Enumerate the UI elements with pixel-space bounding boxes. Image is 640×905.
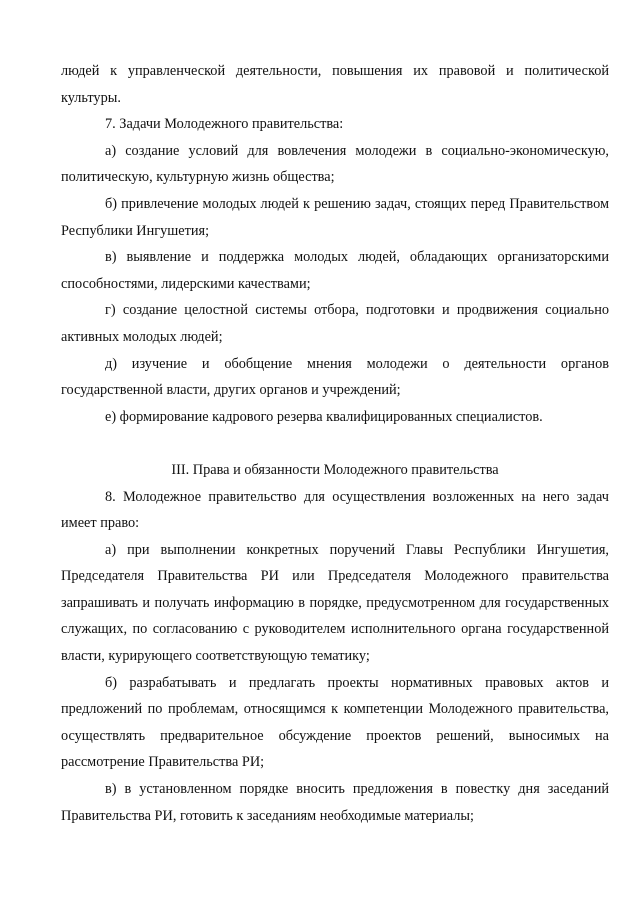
paragraph-tasks-heading: 7. Задачи Молодежного правительства: bbox=[105, 116, 344, 133]
paragraph-right-b: б) разрабатывать и предлагать проекты нормативных правовых актов и предложений по проблемам, относящимся к компетенции Молодежного правительства, осуществлять предварительное обсуждение проектов решений, выносимых на рассмотрение Правительства РИ; bbox=[61, 674, 609, 771]
paragraph-right-a: а) при выполнении конкретных поручений Главы Республики Ингушетия, Председателя Правительства РИ или Председателя Молодежного правительства запрашивать и получать информацию в порядке, предусмотренном для государственных служащих, по согласованию с руководителем исполнительного органа государственной власти, курирующего соответствующую тематику; bbox=[61, 541, 609, 665]
paragraph-task-v: в) выявление и поддержка молодых людей, обладающих организаторскими способностями, лидерскими качествами; bbox=[61, 249, 609, 292]
paragraph-right-v: в) в установленном порядке вносить предложения в повестку дня заседаний Правительства РИ, готовить к заседаниям необходимые материалы; bbox=[61, 781, 609, 824]
paragraph-continuation: людей к управленческой деятельности, повышения их правовой и политической культуры. bbox=[61, 63, 609, 106]
paragraph-task-a: а) создание условий для вовлечения молодежи в социально-экономическую, политическую, культурную жизнь общества; bbox=[61, 142, 609, 186]
section-heading: III. Права и обязанности Молодежного правительства bbox=[171, 461, 499, 478]
paragraph-task-d: д) изучение и обобщение мнения молодежи о деятельности органов государственной власти, других органов и учреждений; bbox=[61, 355, 609, 399]
document-page bbox=[61, 58, 609, 829]
paragraph-task-b: б) привлечение молодых людей к решению задач, стоящих перед Правительством Республики Ингушетия; bbox=[61, 195, 609, 239]
paragraph-task-g: г) создание целостной системы отбора, подготовки и продвижения социально активных молодых людей; bbox=[61, 302, 609, 345]
paragraph-rights-intro: 8. Молодежное правительство для осуществления возложенных на него задач имеет право: bbox=[61, 488, 609, 532]
paragraph-task-e: е) формирование кадрового резерва квалифицированных специалистов. bbox=[105, 408, 543, 425]
